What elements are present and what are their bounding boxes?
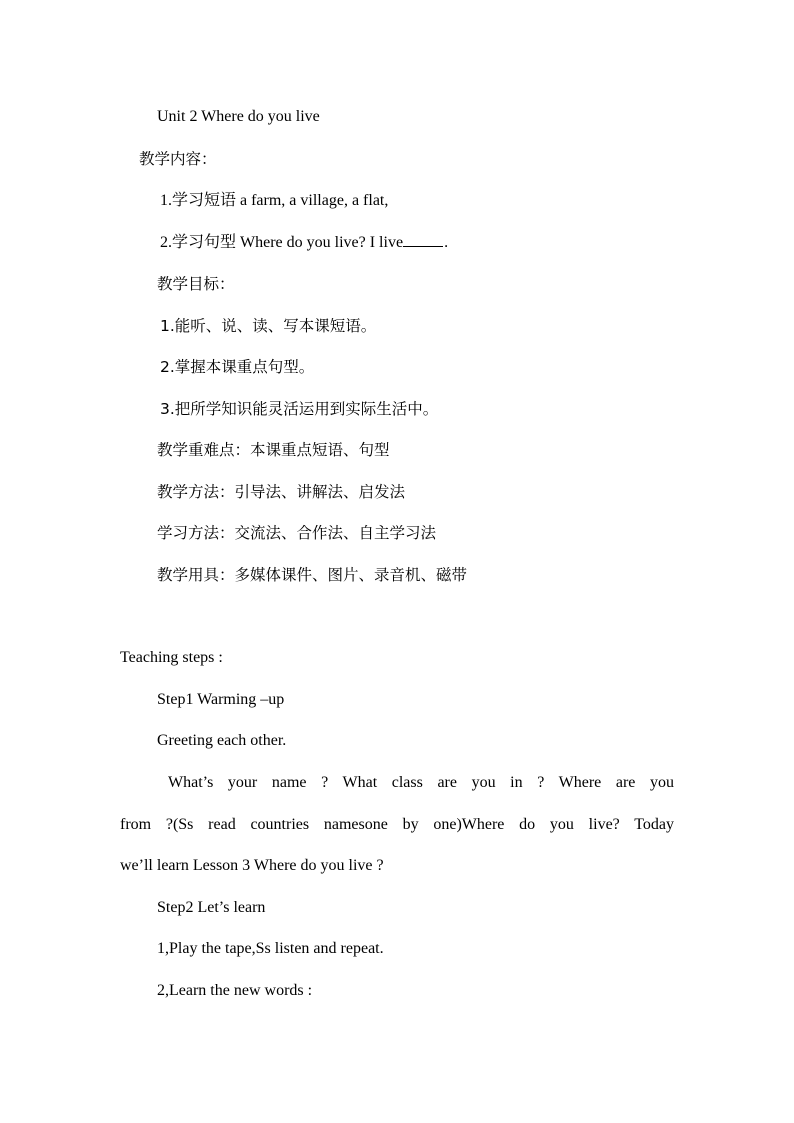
step1-greeting: Greeting each other. xyxy=(157,732,287,749)
content-heading: 教学内容： xyxy=(139,150,217,168)
steps-heading: Teaching steps : xyxy=(120,649,223,666)
step1-para-line-2: from ?(Ss read countries namesone by one)Where do you live? Today xyxy=(120,816,674,833)
goal-item-3: 3.把所学知识能灵活运用到实际生活中。 xyxy=(160,400,439,418)
step2-title: Step2 Let’s learn xyxy=(157,899,266,916)
unit-title: Unit 2 Where do you live xyxy=(157,108,320,125)
key-points: 教学重难点：本课重点短语、句型 xyxy=(157,441,390,459)
content-item-2-end: . xyxy=(444,234,449,251)
step2-item-1: 1,Play the tape,Ss listen and repeat. xyxy=(157,940,384,957)
content-item-1: 1.学习短语 a farm, a village, a flat, xyxy=(160,192,389,209)
teaching-methods: 教学方法：引导法、讲解法、启发法 xyxy=(157,483,406,501)
step2-item-2: 2,Learn the new words : xyxy=(157,982,313,999)
goal-item-1: 1.能听、说、读、写本课短语。 xyxy=(160,317,377,335)
step1-title: Step1 Warming –up xyxy=(157,691,285,708)
goal-item-2: 2.掌握本课重点句型。 xyxy=(160,358,315,376)
fill-in-blank xyxy=(403,232,443,247)
step1-para-line-1: What’s your name ? What class are you in ? Where are you xyxy=(168,774,674,791)
teaching-aids: 教学用具：多媒体课件、图片、录音机、磁带 xyxy=(157,566,468,584)
step1-para-line-3: we’ll learn Lesson 3 Where do you live ? xyxy=(120,857,384,874)
content-item-2-text: 2.学习句型 Where do you live? I live xyxy=(160,234,404,251)
goals-heading: 教学目标： xyxy=(157,275,235,293)
learning-methods: 学习方法：交流法、合作法、自主学习法 xyxy=(157,524,437,542)
content-item-2 xyxy=(160,232,448,253)
